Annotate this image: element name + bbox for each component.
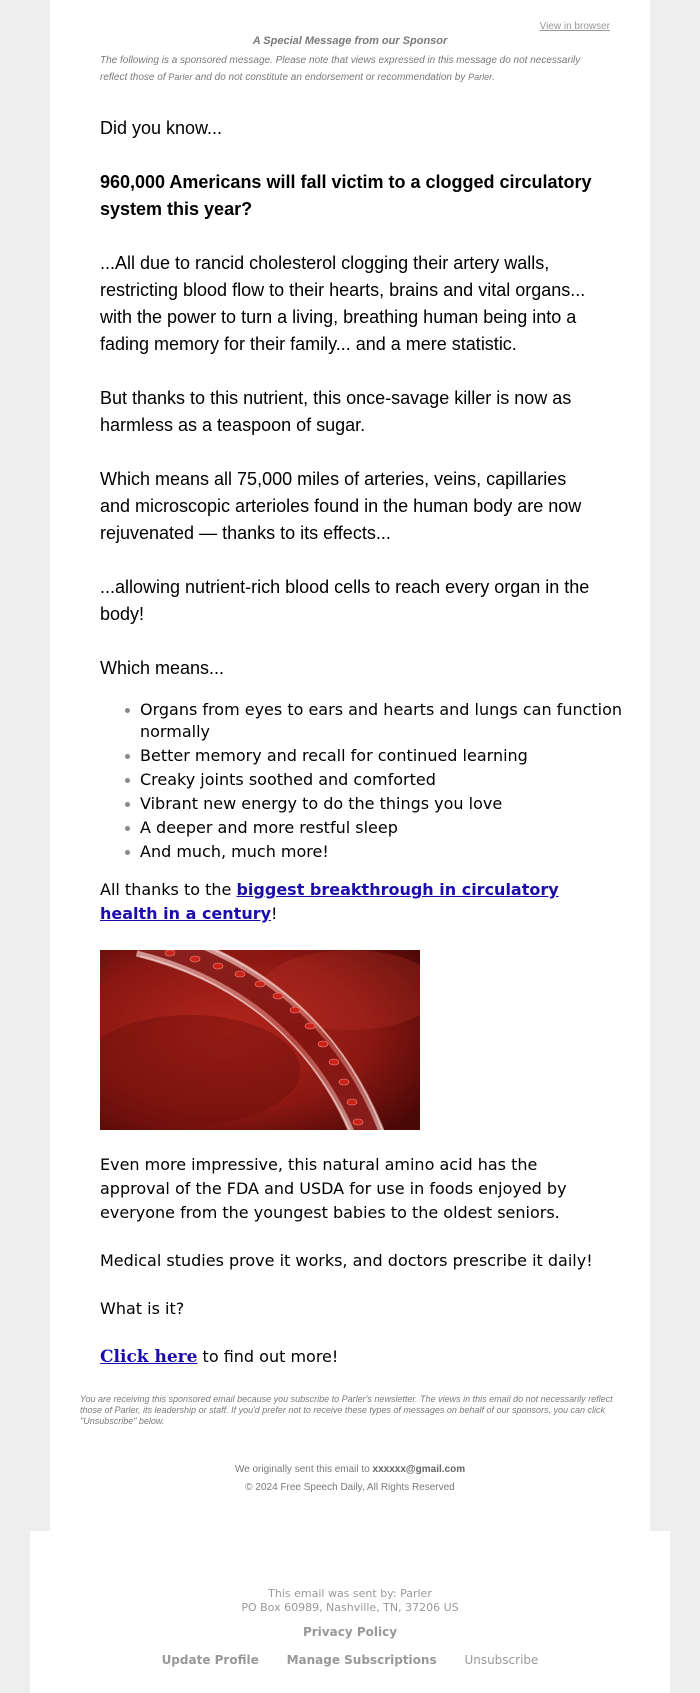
click-here-link[interactable]: Click here: [100, 1347, 198, 1367]
sponsor-title: A Special Message from our Sponsor: [252, 35, 448, 47]
list-item: Creaky joints soothed and comforted: [140, 769, 640, 791]
list-item: A deeper and more restful sleep: [140, 817, 640, 839]
disclaimer-text: The following is a sponsored message. Please note that views expressed in this message do not necessarily reflect those of: [100, 55, 581, 83]
unsubscribe-link[interactable]: Unsubscribe: [464, 1653, 539, 1667]
email-footer: [30, 1531, 670, 1693]
list-item: Organs from eyes to ears and hearts and lungs can function normally: [140, 699, 640, 743]
paragraph-studies: Medical studies prove it works, and doctors prescribe it daily!: [100, 1251, 593, 1270]
list-item: And much, much more!: [140, 841, 640, 863]
disclaimer-text: and do not constitute an endorsement or recommendation by: [192, 72, 469, 83]
headline-statistic: 960,000 Americans will fall victim to a clogged circulatory system this year?: [100, 172, 592, 219]
paragraph-which-means: Which means...: [100, 658, 225, 678]
thanks-text: !: [271, 904, 278, 923]
breakthrough-link[interactable]: biggest breakthrough in circulatory health in a century: [100, 880, 559, 923]
update-profile-link[interactable]: Update Profile: [161, 1653, 259, 1667]
artery-illustration: [100, 950, 420, 1130]
paragraph-nutrient: But thanks to this nutrient, this once-savage killer is now as harmless as a teaspoon of sugar.: [100, 388, 572, 435]
list-item: Better memory and recall for continued learning: [140, 745, 640, 767]
paragraph-what-is-it: What is it?: [100, 1299, 185, 1318]
paragraph-arteries: Which means all 75,000 miles of arteries, veins, capillaries and microscopic arterioles found in the human body are now rejuvenated — thanks to its effects...: [100, 469, 582, 543]
footer-links: [30, 1653, 670, 1667]
disclaimer-text: .: [492, 72, 495, 83]
sender-address: PO Box 60989, Nashville, TN, 37206 US: [241, 1601, 459, 1614]
paragraph-cholesterol: ...All due to rancid cholesterol clogging their artery walls, restricting blood flow to their hearts, brains and vital organs... with the power to turn a living, breathing human being into a fading memory for their family... and a mere statistic.: [100, 253, 586, 354]
sent-by-text: This email was sent by: Parler: [268, 1587, 432, 1600]
recipient-email: xxxxxx@gmail.com: [372, 1464, 466, 1475]
paragraph-amino-acid: Even more impressive, this natural amino acid has the approval of the FDA and USDA for use in foods enjoyed by everyone from the youngest babies to the oldest seniors.: [100, 1155, 567, 1222]
list-item: Vibrant new energy to do the things you love: [140, 793, 640, 815]
artery-image[interactable]: [100, 950, 420, 1130]
paragraph-thanks: [100, 878, 600, 926]
sent-to-text: We originally sent this email to: [234, 1464, 373, 1475]
copyright: © 2024 Free Speech Daily, All Rights Reserved: [245, 1482, 455, 1493]
click-suffix-text: to find out more!: [197, 1347, 339, 1366]
privacy-policy-link[interactable]: Privacy Policy: [302, 1625, 398, 1639]
view-in-browser-link[interactable]: View in browser: [539, 21, 610, 32]
paragraph-click-here: [100, 1345, 600, 1369]
thanks-text: All thanks to the: [100, 880, 237, 899]
sender-info: [30, 1587, 670, 1615]
manage-subscriptions-link[interactable]: Manage Subscriptions: [286, 1653, 437, 1667]
disclaimer-brand: Parler: [168, 72, 193, 82]
paragraph-blood-cells: ...allowing nutrient-rich blood cells to reach every organ in the body!: [100, 577, 590, 624]
disclaimer-brand: Parler: [468, 72, 493, 82]
paragraph-did-you-know: Did you know...: [100, 118, 223, 138]
sponsor-disclaimer: [100, 52, 600, 86]
email-card: [50, 0, 650, 1531]
subscription-notice: You are receiving this sponsored email because you subscribe to Parler's newsletter. The views in this email do not necessarily reflect those of Parler, its leadership or staff. If you'd prefer not to receive these types of messages on behalf of our sponsors, you can click "Unsubscribe" below.: [80, 1394, 613, 1426]
benefits-list: [100, 699, 640, 865]
sent-to-line: [50, 1464, 650, 1475]
